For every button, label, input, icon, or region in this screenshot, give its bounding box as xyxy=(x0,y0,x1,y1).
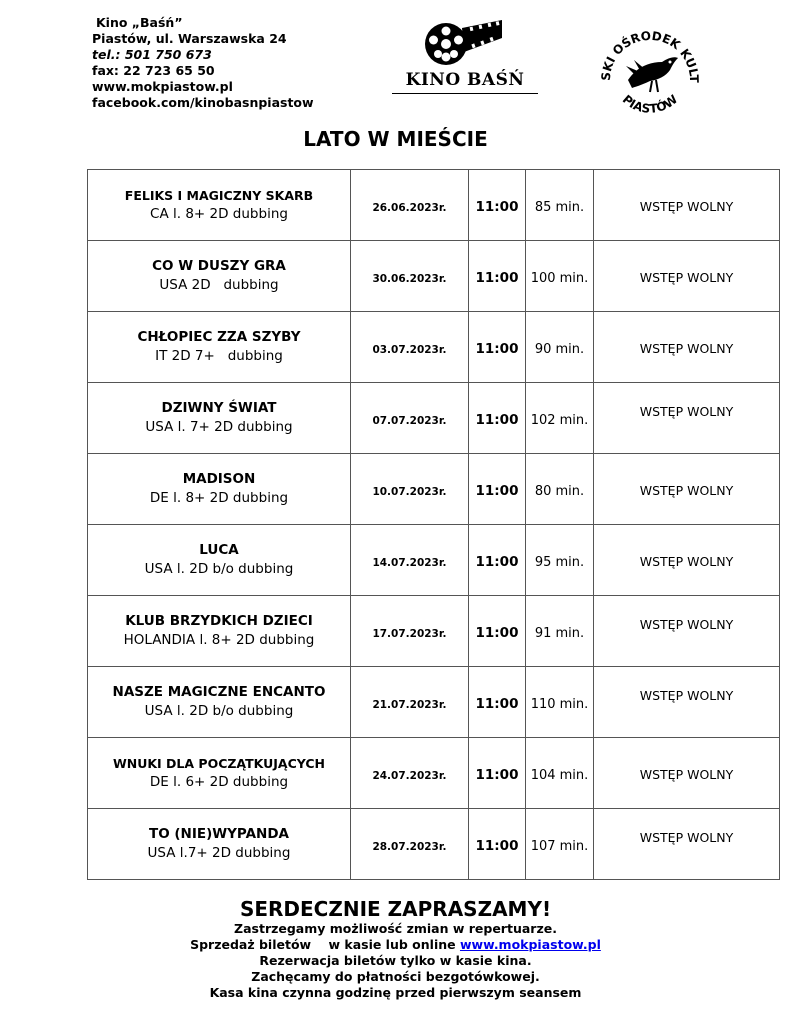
table-row xyxy=(88,170,780,241)
screening-time: 11:00 xyxy=(475,766,519,783)
price-cell xyxy=(594,596,780,667)
screening-duration: 107 min. xyxy=(530,838,589,854)
page-title: LATO W MIEŚCIE xyxy=(303,127,488,151)
table-row xyxy=(88,525,780,596)
time-cell xyxy=(469,383,526,454)
date-cell xyxy=(351,170,469,241)
screening-time: 11:00 xyxy=(475,198,519,215)
price-cell xyxy=(594,738,780,809)
film-cell xyxy=(88,312,351,383)
film-info: IT 2D 7+ dubbing xyxy=(155,348,283,364)
time-cell xyxy=(469,809,526,880)
admission-label: WSTĘP WOLNY xyxy=(639,482,734,498)
kino-logo-text: KINO BAŚŃ xyxy=(405,70,525,90)
screening-time: 11:00 xyxy=(475,695,519,712)
screening-date: 14.07.2023r. xyxy=(372,556,447,569)
film-info: CA l. 8+ 2D dubbing xyxy=(150,206,288,222)
film-title: LUCA xyxy=(199,542,239,558)
note-repertoire: Zastrzegamy możliwość zmian w repertuarze. xyxy=(234,921,557,936)
duration-cell xyxy=(526,738,594,809)
note-tickets xyxy=(0,937,791,953)
screening-duration: 100 min. xyxy=(530,270,589,286)
date-cell xyxy=(351,525,469,596)
screening-date: 03.07.2023r. xyxy=(372,343,447,356)
film-cell xyxy=(88,667,351,738)
price-cell xyxy=(594,312,780,383)
cinema-name: Kino „Baśń” xyxy=(96,15,183,30)
time-cell xyxy=(469,454,526,525)
contact-block xyxy=(92,15,314,111)
film-title: TO (NIE)WYPANDA xyxy=(149,826,289,842)
note-reservation: Rezerwacja biletów tylko w kasie kina. xyxy=(259,953,532,968)
screening-duration: 90 min. xyxy=(534,341,585,357)
admission-label: WSTĘP WOLNY xyxy=(639,198,734,214)
film-title: FELIKS I MAGICZNY SKARB xyxy=(124,188,314,203)
screening-date: 21.07.2023r. xyxy=(372,698,447,711)
duration-cell xyxy=(526,596,594,667)
date-cell xyxy=(351,738,469,809)
bird-emblem-icon xyxy=(626,57,678,92)
screening-time: 11:00 xyxy=(475,553,519,570)
price-cell xyxy=(594,170,780,241)
film-cell xyxy=(88,170,351,241)
screening-date: 28.07.2023r. xyxy=(372,840,447,853)
film-cell xyxy=(88,738,351,809)
screening-time: 11:00 xyxy=(475,624,519,641)
screening-table xyxy=(87,169,780,880)
note-payment: Zachęcamy do płatności bezgotówkowej. xyxy=(251,969,540,984)
screening-time: 11:00 xyxy=(475,411,519,428)
screening-date: 17.07.2023r. xyxy=(372,627,447,640)
duration-cell xyxy=(526,170,594,241)
screening-duration: 110 min. xyxy=(530,696,589,712)
film-info: USA l. 7+ 2D dubbing xyxy=(145,419,293,435)
duration-cell xyxy=(526,667,594,738)
screening-time: 11:00 xyxy=(475,482,519,499)
film-title: CHŁOPIEC ZZA SZYBY xyxy=(137,329,301,345)
film-title: WNUKI DLA POCZĄTKUJĄCYCH xyxy=(112,756,326,771)
website: www.mokpiastow.pl xyxy=(92,79,233,94)
film-info: HOLANDIA l. 8+ 2D dubbing xyxy=(123,632,315,648)
admission-label: WSTĘP WOLNY xyxy=(639,829,734,845)
screening-time: 11:00 xyxy=(475,340,519,357)
table-row xyxy=(88,809,780,880)
date-cell xyxy=(351,383,469,454)
duration-cell xyxy=(526,383,594,454)
film-cell xyxy=(88,454,351,525)
facebook: facebook.com/kinobasnpiastow xyxy=(92,95,314,110)
film-cell xyxy=(88,596,351,667)
film-cell xyxy=(88,383,351,454)
duration-cell xyxy=(526,454,594,525)
mok-seal-logo xyxy=(596,18,704,126)
website-link[interactable]: www.mokpiastow.pl xyxy=(459,937,601,952)
price-cell xyxy=(594,667,780,738)
screening-date: 30.06.2023r. xyxy=(372,272,447,285)
date-cell xyxy=(351,809,469,880)
admission-label: WSTĘP WOLNY xyxy=(639,687,734,703)
time-cell xyxy=(469,596,526,667)
time-cell xyxy=(469,312,526,383)
logo-underline xyxy=(392,93,538,94)
table-row xyxy=(88,454,780,525)
phone: tel.: 501 750 673 xyxy=(92,47,212,62)
film-cell xyxy=(88,241,351,312)
price-cell xyxy=(594,383,780,454)
admission-label: WSTĘP WOLNY xyxy=(639,616,734,632)
invite-heading: SERDECZNIE ZAPRASZAMY! xyxy=(239,897,552,921)
screening-date: 26.06.2023r. xyxy=(372,201,447,214)
duration-cell xyxy=(526,525,594,596)
date-cell xyxy=(351,596,469,667)
film-info: DE l. 8+ 2D dubbing xyxy=(149,490,289,506)
note-box-office: Kasa kina czynna godzinę przed pierwszym seansem xyxy=(209,985,582,1000)
screening-date: 07.07.2023r. xyxy=(372,414,447,427)
film-info: USA l.7+ 2D dubbing xyxy=(147,845,291,861)
date-cell xyxy=(351,312,469,383)
admission-label: WSTĘP WOLNY xyxy=(639,269,734,285)
admission-label: WSTĘP WOLNY xyxy=(639,340,734,356)
time-cell xyxy=(469,667,526,738)
price-cell xyxy=(594,241,780,312)
film-reel-icon xyxy=(424,18,504,68)
film-cell xyxy=(88,809,351,880)
table-row xyxy=(88,667,780,738)
film-info: DE l. 6+ 2D dubbing xyxy=(149,774,289,790)
footer-notes xyxy=(0,921,791,1001)
time-cell xyxy=(469,241,526,312)
price-cell xyxy=(594,454,780,525)
time-cell xyxy=(469,170,526,241)
admission-label: WSTĘP WOLNY xyxy=(639,403,734,419)
kino-basn-logo xyxy=(392,18,538,100)
admission-label: WSTĘP WOLNY xyxy=(639,553,734,569)
date-cell xyxy=(351,241,469,312)
screening-date: 10.07.2023r. xyxy=(372,485,447,498)
price-cell xyxy=(594,809,780,880)
film-title: MADISON xyxy=(182,471,256,487)
film-title: DZIWNY ŚWIAT xyxy=(161,400,277,416)
time-cell xyxy=(469,738,526,809)
screening-duration: 80 min. xyxy=(534,483,585,499)
film-info: USA 2D dubbing xyxy=(159,277,279,293)
screening-time: 11:00 xyxy=(475,269,519,286)
table-row xyxy=(88,383,780,454)
table-row xyxy=(88,738,780,809)
address: Piastów, ul. Warszawska 24 xyxy=(92,31,287,46)
duration-cell xyxy=(526,312,594,383)
screening-duration: 104 min. xyxy=(530,767,589,783)
seal-text: SKI OŚRODEK KULT xyxy=(598,28,702,84)
fax: fax: 22 723 65 50 xyxy=(92,63,215,78)
admission-label: WSTĘP WOLNY xyxy=(639,766,734,782)
time-cell xyxy=(469,525,526,596)
duration-cell xyxy=(526,241,594,312)
duration-cell xyxy=(526,809,594,880)
screening-date: 24.07.2023r. xyxy=(372,769,447,782)
screening-duration: 85 min. xyxy=(534,199,585,215)
screening-duration: 102 min. xyxy=(530,412,589,428)
seal-city: PIASTÓW xyxy=(619,92,681,116)
film-title: CO W DUSZY GRA xyxy=(152,258,286,274)
price-cell xyxy=(594,525,780,596)
film-info: USA l. 2D b/o dubbing xyxy=(144,703,294,719)
table-row xyxy=(88,596,780,667)
note-tickets-text: Sprzedaż biletów w kasie lub online xyxy=(190,937,456,952)
date-cell xyxy=(351,667,469,738)
film-cell xyxy=(88,525,351,596)
date-cell xyxy=(351,454,469,525)
table-row xyxy=(88,241,780,312)
film-title: NASZE MAGICZNE ENCANTO xyxy=(112,684,326,700)
film-title: KLUB BRZYDKICH DZIECI xyxy=(125,613,313,629)
table-row xyxy=(88,312,780,383)
film-info: USA l. 2D b/o dubbing xyxy=(144,561,294,577)
screening-duration: 91 min. xyxy=(534,625,585,641)
footer xyxy=(0,897,791,1001)
screening-duration: 95 min. xyxy=(534,554,585,570)
screening-time: 11:00 xyxy=(475,837,519,854)
